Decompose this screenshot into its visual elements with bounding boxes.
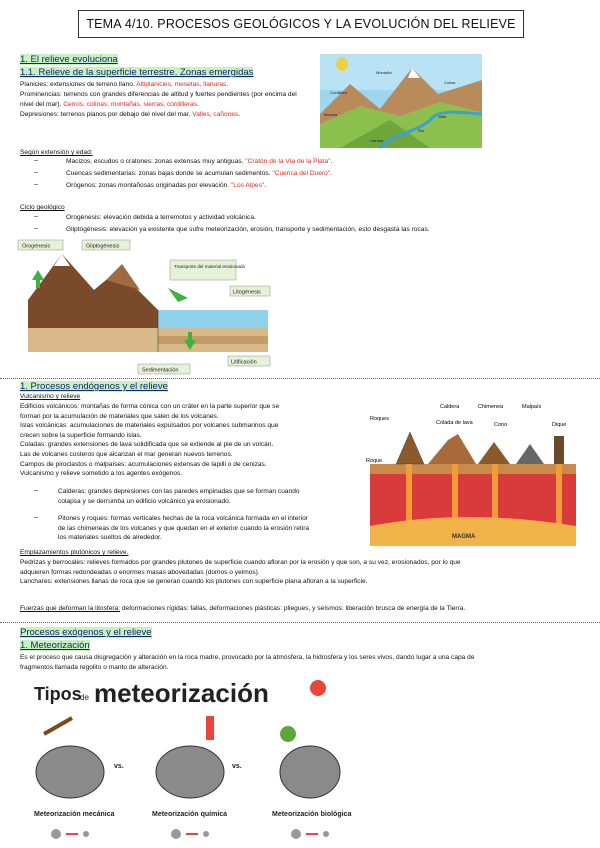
label-transporte: Transporte del material erosionado: [174, 264, 246, 269]
rock-after-icon: [323, 831, 329, 837]
label-malpais: Malpaís: [522, 404, 542, 410]
landscape-label-f: Colina: [444, 80, 456, 85]
test-tube-icon: [206, 716, 214, 740]
bullet-dash: –: [34, 157, 38, 164]
label-caldera: Caldera: [440, 404, 460, 410]
divider: [0, 378, 600, 379]
rock-before-icon: [171, 829, 181, 839]
planicies-text: Planicies: extensiones de terreno llano. Altiplanicies, mesetas, llanuras.: [20, 81, 229, 88]
transport-arrow-icon: [168, 288, 188, 302]
bullet-dash: –: [34, 225, 38, 232]
label-quimica: Meteorización química: [152, 811, 228, 818]
paw-icon: [310, 680, 326, 696]
label-litificacion: Litificación: [231, 359, 257, 366]
label-gliptogenesis: Gliptogénesis: [86, 243, 120, 250]
emplazamientos-heading: Emplazamientos plutónicos y relieve.: [20, 549, 129, 556]
landscape-illustration: [320, 54, 482, 148]
label-roque: Roque: [366, 458, 383, 464]
calderas-text: Calderas: grandes depresiones con las paredes empinadas que se forman cuando colapsa y se derrumba un edificio volcánico ya erosionado.: [58, 488, 300, 505]
emplazamientos-text: Pedrizas y berrocales: relieves formados por grandes plutones de superficie cuando afloran por la erosión y que son, a su vez, erosionados, por lo que adquieren formas redondeadas o enormes masas abovedadas (domos o yelmos). Lanchares: extensiones llanas de roca que se generan cuando los plutones con superficie plana afloran a la superficie.: [20, 559, 461, 586]
edad-item: Orógenos: zonas montañosas originadas por elevación. "Los Alpes".: [66, 182, 267, 189]
label-chimenea: Chimenea: [478, 404, 504, 410]
rock-before-icon: [51, 829, 61, 839]
ciclo-heading: Ciclo geológico: [20, 204, 65, 211]
edad-item: Cuencas sedimentarias: zonas bajas donde se acumulan sedimentos. "Cuenca del Duero".: [66, 170, 333, 177]
rock-after-icon: [83, 831, 89, 837]
landscape-label-e: Llanura: [370, 138, 384, 143]
vulcanismo-text: Edificios volcánicos: montañas de forma cónica con un cráter en la parte superior que se forman por la acumulación de materiales que salen de los volcanes. Islas volcánicas: acumulaciones de materiales expulsados por volcanes submarinos que crecen sobre la superficie formando islas. Coladas: grandes extensiones de lava solidificada que se extiende al pie de un volcán. Las de volcanes costeros que alcanzan el mar generan nuevos terrenos. Campos de piroclastos o malpaíses: acumulaciones extensas de lapilli o de cenizas. Vulcanismo y relieve sometido a los agentes exógenos.: [20, 403, 280, 478]
vs-label-1: vs.: [114, 763, 124, 770]
vs-label-2: vs.: [232, 763, 242, 770]
label-mecanica: Meteorización mecánica: [34, 811, 115, 818]
bullet-dash: –: [34, 181, 38, 188]
infographic-title-b: de: [80, 693, 89, 702]
label-litogenesis: Litogénesis: [233, 289, 261, 296]
label-biologica: Meteorización biológica: [272, 811, 352, 818]
edad-item: Macizos, escudos o cratones: zonas extensas muy antiguas. "Cratón de la Vía de la Plata".: [66, 158, 333, 165]
bullet-dash: –: [34, 169, 38, 176]
page-title: TEMA 4/10. PROCESOS GEOLÓGICOS Y LA EVOLUCIÓN DEL RELIEVE: [78, 10, 524, 38]
prominencias-text: Prominencias: terrenos con grandes diferencias de altitud y fuertes pendientes (por encima del nivel del mar). Cerros, colinas, montañas, sierras, cordilleras.: [20, 91, 297, 108]
depresiones-text: Depresiones: terrenos planos por debajo del nivel del mar. Valles, cañones.: [20, 111, 241, 118]
subheading-relieve-superficie: 1.1. Relieve de la superficie terrestre. Zonas emergidas: [20, 67, 254, 78]
divider: [0, 622, 600, 623]
edad-heading: Según extensión y edad:: [20, 149, 93, 156]
section-heading-relieve: 1. El relieve evoluciona: [20, 54, 118, 65]
label-magma: MAGMA: [452, 534, 476, 540]
meteorizacion-infographic: [20, 676, 352, 844]
hammer-icon: [44, 718, 72, 734]
landscape-label-c: Valle: [438, 114, 447, 119]
pitones-text: Pitones y roques: formas verticales hechas de la roca volcánica formada en el interior de las chimeneas de los volcanes y que quedan en el exterior cuando la erosión retira los materiales sueltos de alrededor.: [58, 515, 310, 542]
volcanic-landforms-illustration: [366, 398, 580, 550]
bullet-dash: –: [34, 213, 38, 220]
label-sedimentacion: Sedimentación: [142, 367, 179, 374]
landscape-label-b: Cordillera: [330, 90, 348, 95]
label-orogenesis: Orogénesis: [22, 243, 51, 250]
bullet-dash: –: [34, 487, 38, 494]
label-colada: Colada de lava: [436, 420, 473, 426]
label-dique: Dique: [552, 422, 567, 428]
ciclo-item: Gliptogénesis: elevación ya existente que sufre meteorización, erosión, transporte y sedimentación, esto desgasta las rocas.: [66, 226, 430, 233]
infographic-title-a: Tipos: [34, 684, 82, 704]
section-heading-endogenos: 1. Procesos endógenos y el relieve: [20, 381, 168, 392]
section-heading-exogenos: Procesos exógenos y el relieve: [20, 627, 152, 638]
meteorizacion-text: Es el proceso que causa disgregación y alteración en la roca madre, provocado por la atmósfera, la hidrosfera y los seres vivos, dando lugar a una capa de fragmentos llamada regolito o manto de alteración.: [20, 654, 475, 671]
geological-cycle-diagram: [18, 240, 280, 374]
label-roques: Roques: [370, 416, 389, 422]
vulcanismo-heading: Vulcanismo y relieve: [20, 393, 81, 400]
plant-icon: [280, 726, 296, 742]
rock-before-icon: [291, 829, 301, 839]
bullet-dash: –: [34, 514, 38, 521]
landscape-label-g: Río: [418, 128, 425, 133]
ciclo-item: Orogénesis: elevación debida a terremotos y actividad volcánica.: [66, 214, 256, 221]
landscape-label-d: Meseta: [324, 112, 338, 117]
label-cono: Cono: [494, 422, 508, 428]
infographic-title-c: meteorización: [94, 678, 269, 708]
landscape-label-a: Montaña: [376, 70, 392, 75]
subheading-meteorizacion: 1. Meteorización: [20, 640, 90, 651]
fuerzas-text: Fuerzas que deforman la litosfera: deformaciones rígidas: fallas, deformaciones plásticas: pliegues, y seísmos: liberación brusca de energía de la Tierra.: [20, 605, 466, 612]
rock-after-icon: [203, 831, 209, 837]
